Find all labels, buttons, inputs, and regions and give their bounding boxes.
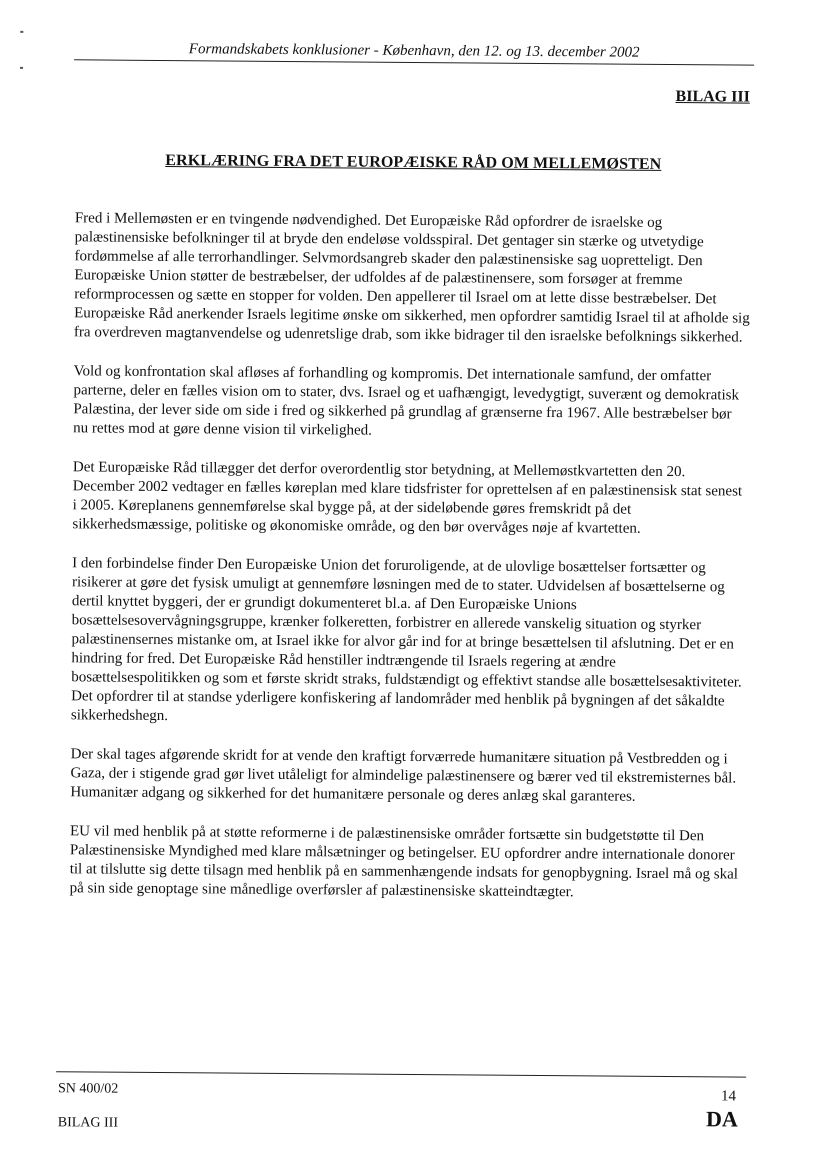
document-body	[69, 209, 751, 923]
paragraph: EU vil med henblik på at støtte reformerne i de palæstinensiske områder fortsætte sin budgetstøtte til Den Palæstinensiske Myndighed med klare målsætninger og betingelser. EU opfordrer andre internationale donorer til at tilslutte sig dette tilsagn med henblik på en sammenhængende indsats for genopbygning. Israel må og skal på sin side genoptage sine månedlige overførsler af palæstinensiske skatteindtægter.	[69, 823, 738, 901]
paragraph: Der skal tages afgørende skridt for at vende den kraftigt forværrede humanitære situation på Vestbredden og i Gaza, der i stigende grad gør livet utåleligt for almindelige palæstinensere og bærer ved til ekstremisternes bål. Humanitær adgang og sikkerhed for det humanitære personale og deres anlæg skal garanteres.	[70, 746, 737, 805]
paragraph: I den forbindelse finder Den Europæiske Union det foruroligende, at de ulovlige bosættelser fortsætter og risikerer at gøre det fysisk umuligt at gennemføre løsningen med de to stater. Udvidelsen af bosættelserne og dertil knyttet byggeri, der er grundigt dokumenteret bl.a. af Den Europæiske Unions bosættelsesovervågningsgruppe, krænker folkeretten, forbistrer en allerede vanskelig situation og styrker palæstinensernes mistanke om, at Israel ikke for alvor går ind for at bringe besættelsen til afslutning. Det er en hindring for fred. Det Europæiske Råd henstiller indtrængende til Israels regering at ændre bosættelsespolitikken og som et første skridt straks, fuldstændigt og effektivt standse alle bosættelsesaktiviteter. Det opfordrer til at standse yderligere konfiskering af landområder med henblik på bygningen af det såkaldte sikkerhedshegn.	[70, 555, 742, 725]
document-reference: SN 400/02	[57, 1081, 119, 1097]
scan-artifact	[20, 67, 23, 69]
paragraph: Det Europæiske Råd tillægger det derfor overordentlig stor betydning, at Mellemøstkvartetten den 20. December 2002 vedtager en fælles køreplan med klare tidsfrister for oprettelsen af en palæstinensisk stat senest i 2005. Køreplanens gennemførelse skal bygge på, at der sideløbende gøres fremskridt på det sikkerhedsmæssige, politiske og økonomiske område, og den bør overvåges nøje af kvartetten.	[72, 459, 743, 537]
annex-label: BILAG III	[675, 88, 750, 106]
running-header: Formandskabets konklusioner - København, den 12. og 13. december 2002	[74, 39, 754, 65]
paragraph: Vold og konfrontation skal afløses af forhandling og kompromis. Det internationale samfund, der omfatter parterne, deler en fælles vision om to stater, dvs. Israel og et uafhængigt, levedygtigt, suverænt og demokratisk Palæstina, der lever side om side i fred og sikkerhed på grundlag af grænserne fra 1967. Alle bestræbelser bør nu rettes mod at gøre denne vision til virkelighed.	[73, 363, 740, 439]
footer-left	[58, 1079, 119, 1147]
footer-annex-label: BILAG III	[57, 1115, 119, 1131]
paragraph: Fred i Mellemøsten er en tvingende nødvendighed. Det Europæiske Råd opfordrer de israelske og palæstinensiske befolkninger til at bryde den endeløse voldsspiral. Det gentager sin stærke og utvetydige fordømmelse af alle terrorhandlinger. Selvmordsangreb skader den palæstinensiske sag uopretteligt. Den Europæiske Union støtter de bestræbelser, der udfoldes af de palæstinensere, som forsøger at fremme reformprocessen og sætte en stopper for volden. Den appellerer til Israel om at lette disse bestræbelser. Det Europæiske Råd anerkender Israels legitime ønske om sikkerhed, men opfordrer samtidig Israel til at afholde sig fra overdreven magtanvendelse og udenretslige drab, som ikke bidrager til den israelske befolknings sikkerhed.	[73, 210, 750, 346]
footer-divider	[56, 1071, 746, 1077]
page-number: 14	[720, 1088, 737, 1105]
language-code: DA	[705, 1106, 738, 1132]
document-title: ERKLÆRING FRA DET EUROPÆISKE RÅD OM MELLEMØSTEN	[165, 152, 662, 173]
scan-artifact	[20, 31, 23, 33]
